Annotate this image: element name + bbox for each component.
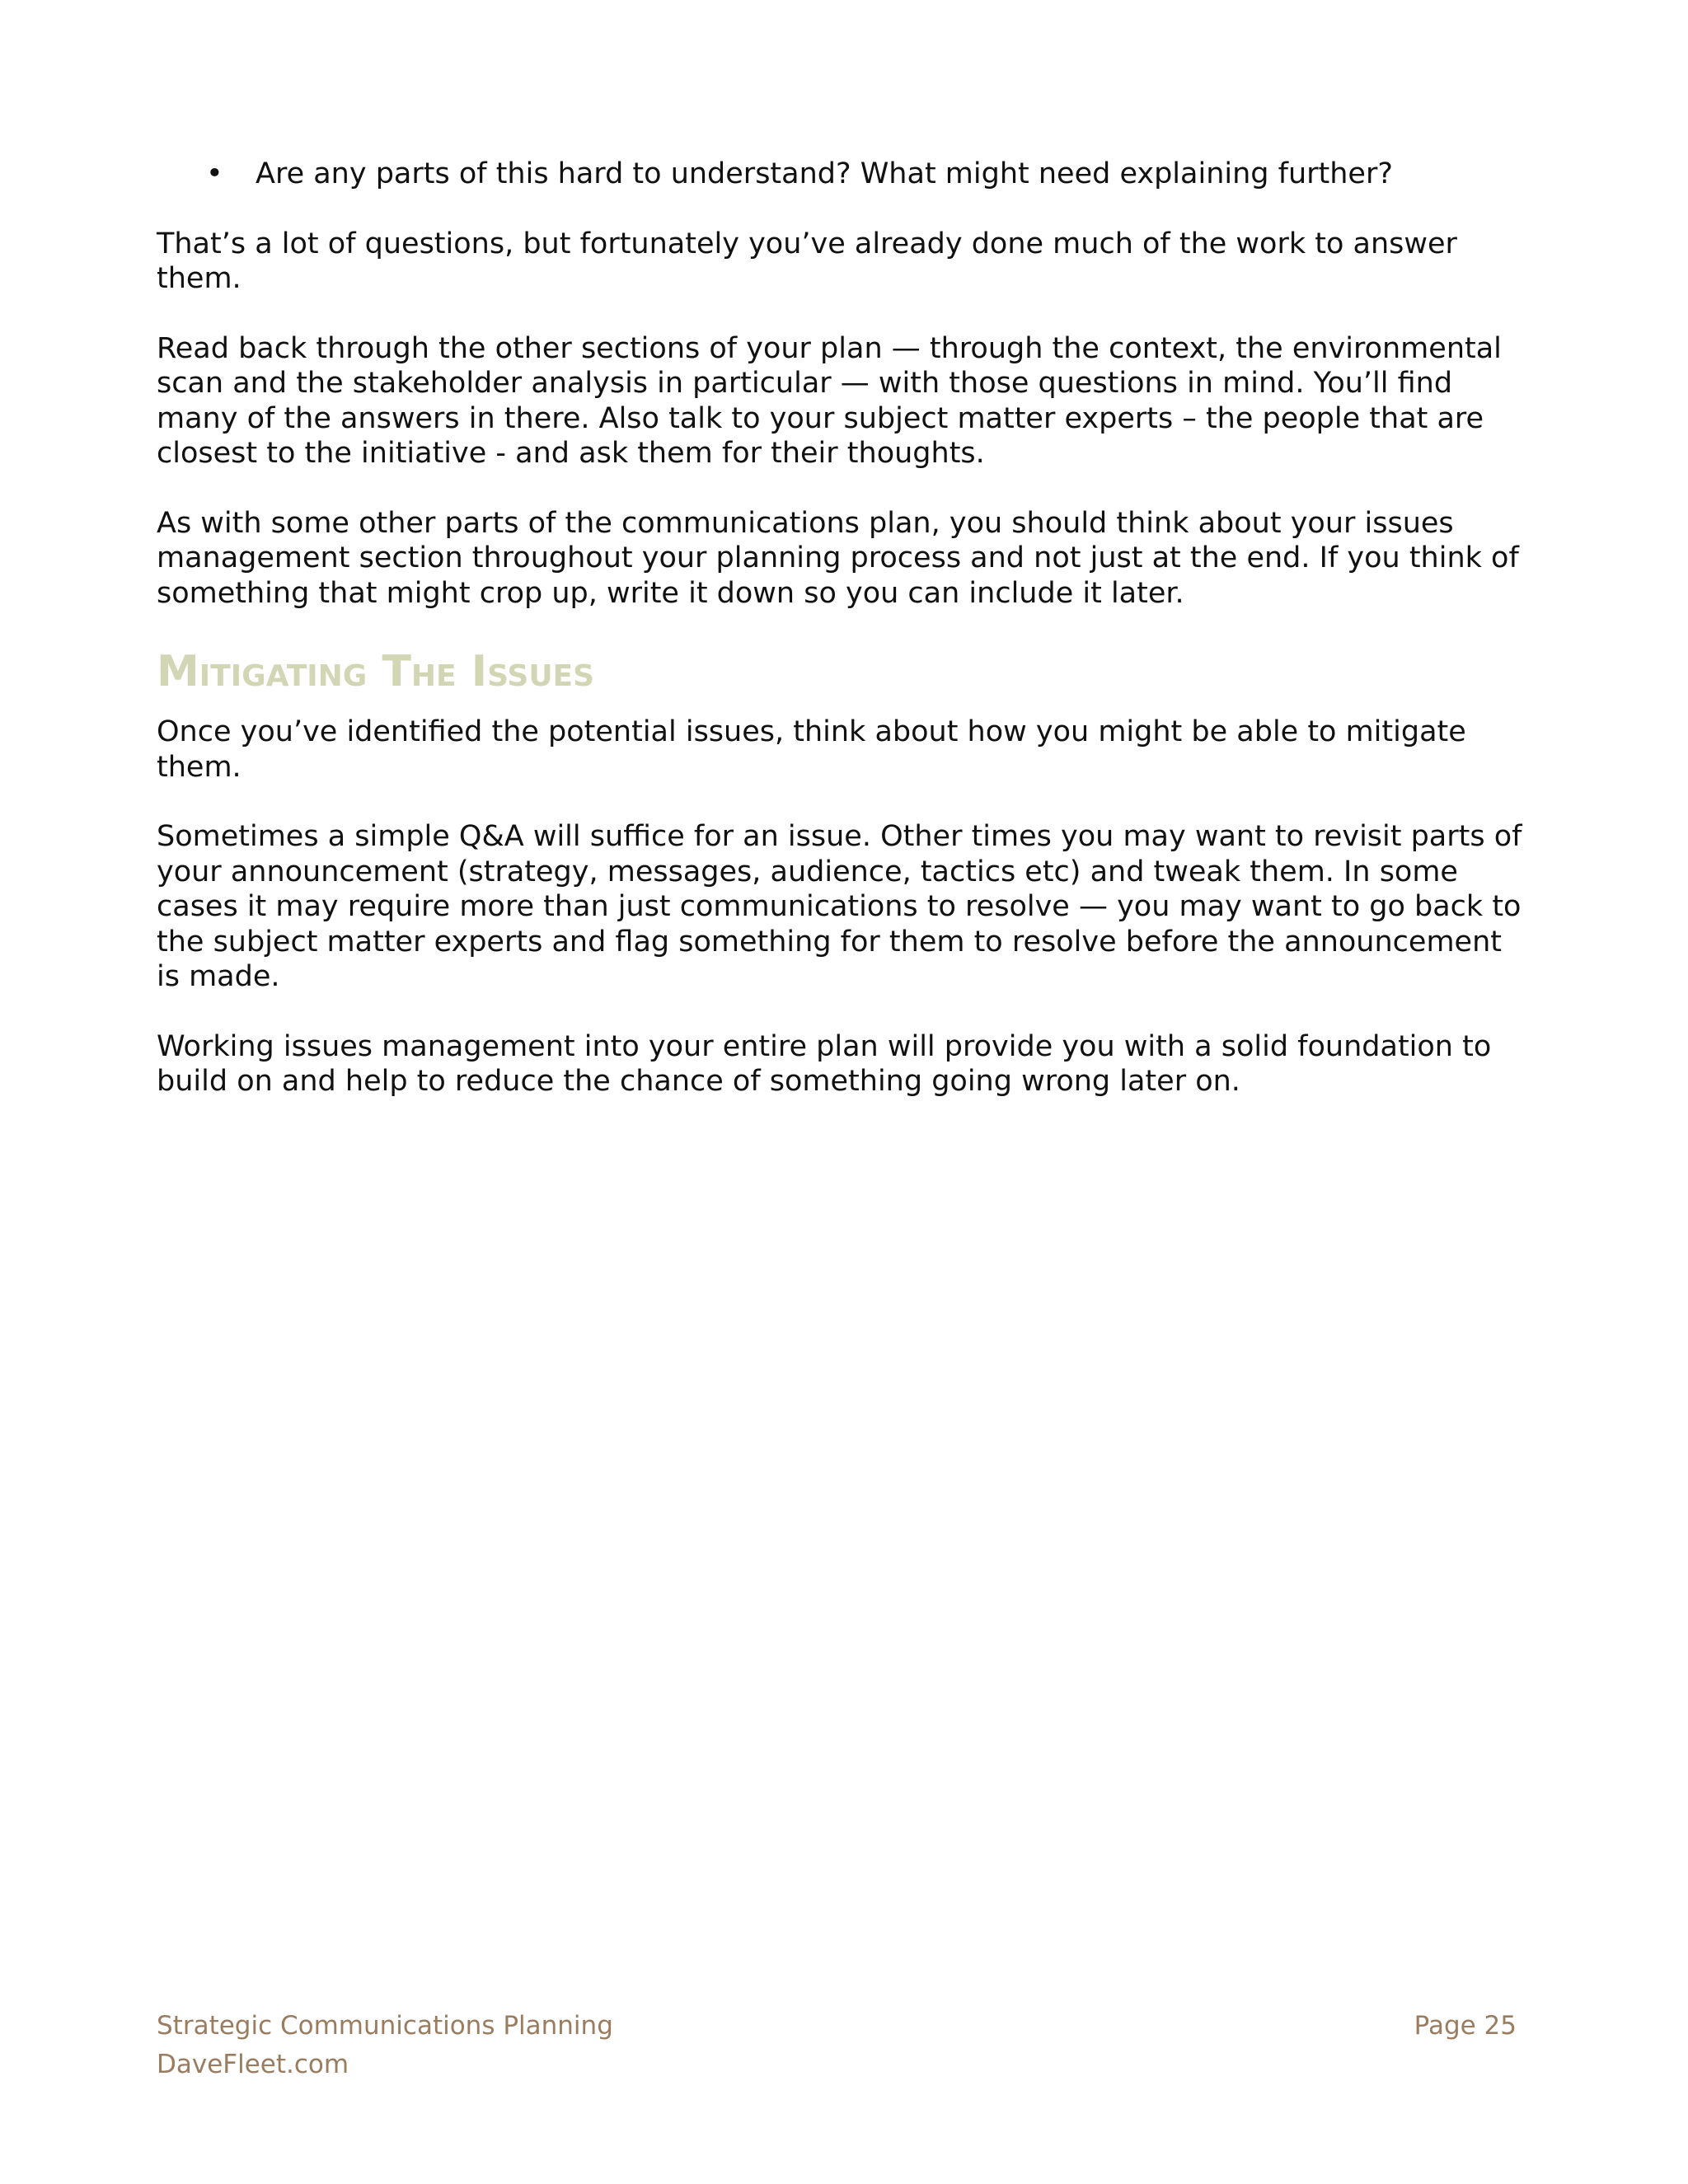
bullet-text: Are any parts of this hard to understand? What might need explaining further?	[256, 157, 1393, 190]
page-content	[157, 157, 1533, 1134]
footer-doc-title: Strategic Communications Planning	[157, 2011, 613, 2041]
paragraph: That’s a lot of questions, but fortunately you’ve already done much of the work to answer them.	[157, 227, 1457, 295]
list-item	[157, 157, 1533, 192]
paragraph: Sometimes a simple Q&A will suffice for an issue. Other times you may want to revisit parts of your announcement (strategy, messages, audience, tactics etc) and tweak them. In some cases it may require more than just communications to resolve — you may want to go back to the subject matter experts and flag something for them to resolve before the announcement is made.	[157, 820, 1522, 993]
footer-left	[157, 2007, 613, 2084]
paragraph: Read back through the other sections of your plan — through the context, the environmental scan and the stakeholder analysis in particular — with those questions in mind. You’ll find many of the answers in there. Also talk to your subject matter experts – the people that are closest to the initiative - and ask them for their thoughts.	[157, 331, 1502, 470]
bullet-dot-icon: •	[206, 157, 223, 190]
footer-site: DaveFleet.com	[157, 2050, 349, 2079]
footer-page-number: Page 25	[1414, 2011, 1517, 2041]
paragraph: Working issues management into your entire plan will provide you with a solid foundation to build on and help to reduce the chance of something going wrong later on.	[157, 1029, 1492, 1098]
paragraph: As with some other parts of the communications plan, you should think about your issues management section throughout your planning process and not just at the end. If you think of something that might crop up, write it down so you can include it later.	[157, 506, 1519, 610]
bullet-list	[157, 157, 1533, 192]
paragraph: Once you’ve identified the potential issues, think about how you might be able to mitigate them.	[157, 715, 1466, 784]
section-heading: Mitigating The Issues	[157, 647, 595, 696]
